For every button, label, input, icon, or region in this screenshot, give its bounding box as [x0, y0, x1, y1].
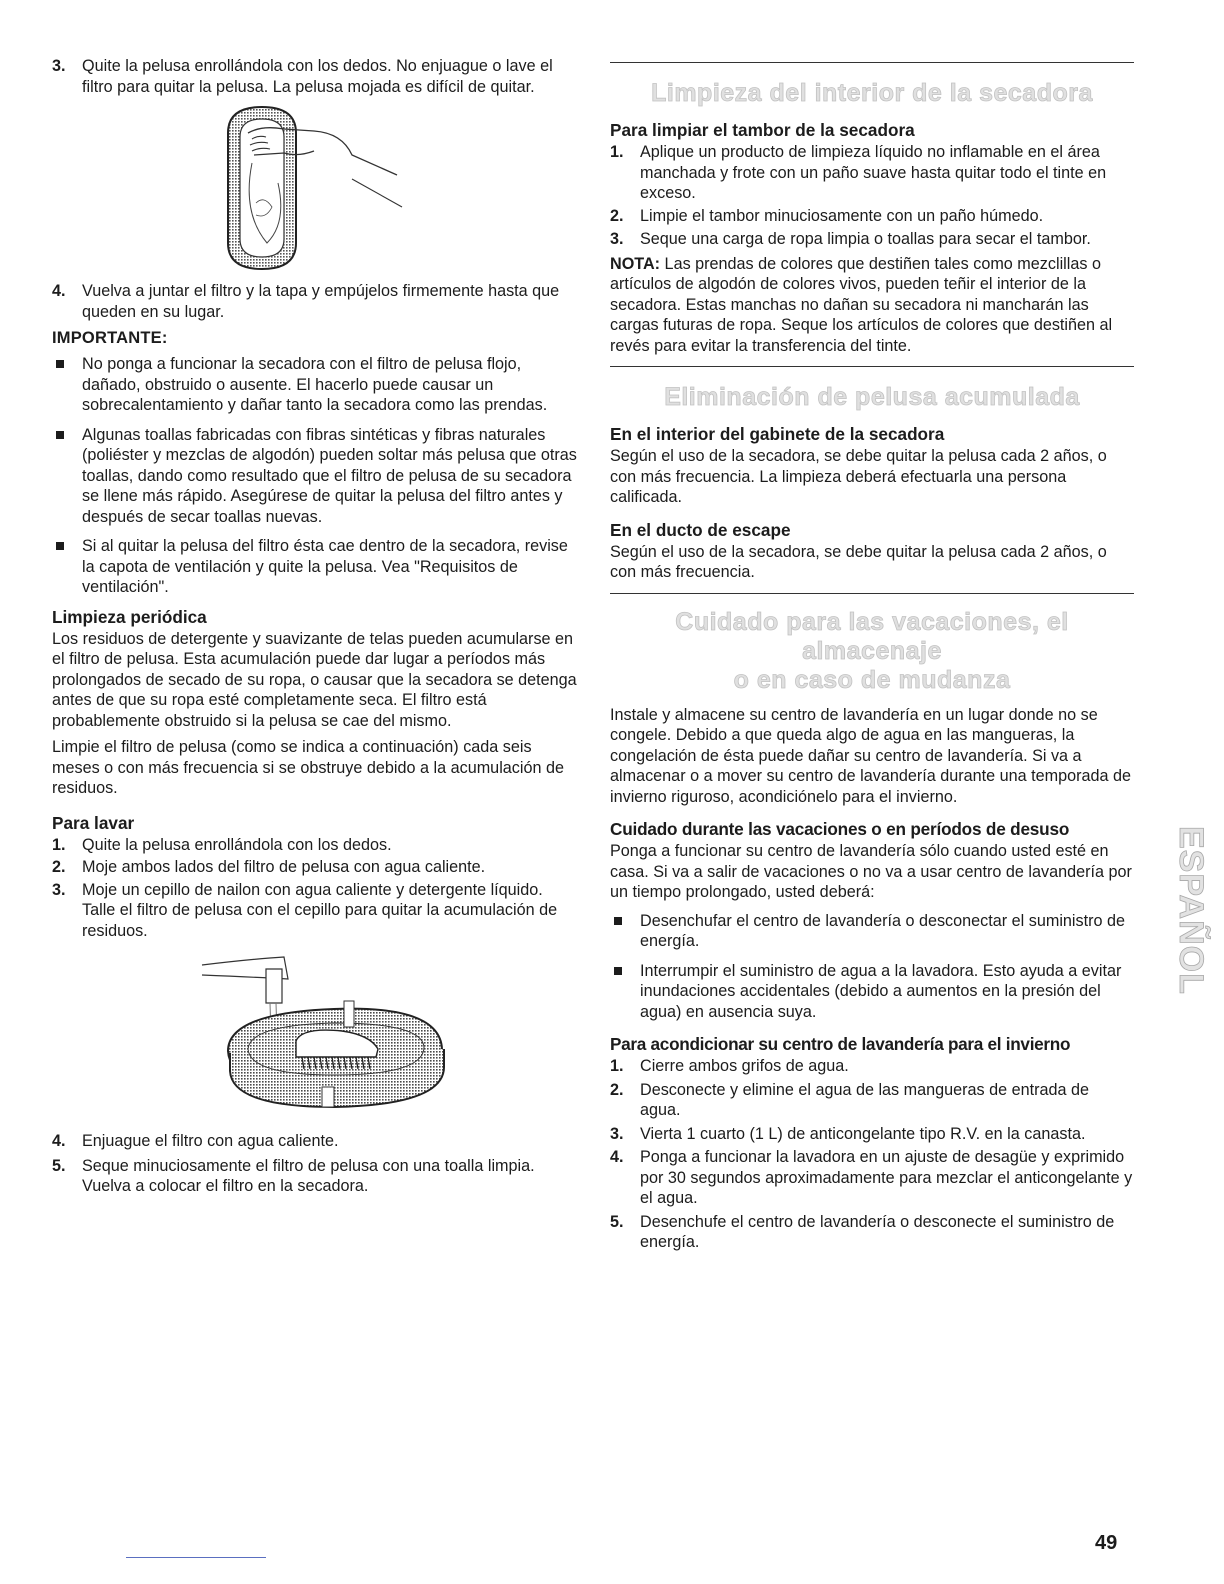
winter-step — [610, 1212, 1134, 1253]
wash-step — [52, 880, 580, 942]
step-number: 3. — [52, 57, 66, 75]
note-label: NOTA: — [610, 254, 661, 273]
note-text: Las prendas de colores que destiñen tales como mezclillas o artículos de algodón de colores vivos, pueden teñir el interior de la secadora. Estas manchas no dañan su secadora ni mancharán las cargas futuras de ropa. Seque los artículos de colores que destiñen al revés para evitar la transferencia del tinte. — [610, 254, 1113, 355]
important-bullet — [52, 425, 580, 528]
step-number: 2. — [610, 1080, 624, 1099]
step-text: Vuelva a juntar el filtro y la tapa y empújelos firmemente hasta que queden en su lugar. — [82, 282, 560, 321]
winter-heading: Para acondicionar su centro de lavandería para el invierno — [610, 1034, 1071, 1054]
vacation-heading: Cuidado durante las vacaciones o en períodos de desuso — [610, 819, 1070, 839]
wash-step — [52, 857, 580, 878]
bullet-square — [56, 542, 64, 550]
title-line-1: Cuidado para las vacaciones, el almacenaje — [675, 607, 1069, 665]
section-divider — [610, 62, 1134, 63]
important-bullet — [52, 354, 580, 416]
step-text: Cierre ambos grifos de agua. — [640, 1057, 849, 1075]
section-divider — [610, 593, 1134, 594]
important-bullet — [52, 536, 580, 598]
section-title-interior-cleaning: Limpieza del interior de la secadora — [651, 79, 1093, 107]
wash-step — [52, 1156, 580, 1197]
bullet-square — [614, 917, 622, 925]
important-label: IMPORTANTE: — [52, 329, 168, 347]
step-text: Seque minuciosamente el filtro de pelusa con una toalla limpia. Vuelva a colocar el filtro en la secadora. — [82, 1156, 535, 1195]
step-text: Desconecte y elimine el agua de las mangueras de entrada de agua. — [640, 1080, 1090, 1119]
step-number: 4. — [52, 282, 66, 300]
drum-step — [610, 229, 1134, 250]
title-line-2: o en caso de mudanza — [733, 665, 1011, 694]
section-divider — [610, 366, 1134, 367]
filter-washing-illustration — [52, 949, 580, 1117]
duct-heading: En el ducto de escape — [610, 519, 791, 540]
winter-step — [610, 1147, 1134, 1209]
drum-heading: Para limpiar el tambor de la secadora — [610, 120, 915, 140]
lint-step-4 — [52, 281, 580, 322]
right-column — [610, 62, 1134, 1259]
cabinet-heading: En el interior del gabinete de la secadora — [610, 424, 945, 444]
step-text: Desenchufe el centro de lavandería o desconecte el suministro de energía. — [640, 1212, 1115, 1251]
care-intro: Instale y almacene su centro de lavandería en un lugar donde no se congele. Debido a que queda algo de agua en las mangueras, la congelación de ésta puede dañar su centro de lavandería. Si va a almacenar o a mover su centro de lavandería durante una temporada de invierno riguroso, acondiciónelo para el invierno. — [610, 705, 1132, 806]
step-text: Moje un cepillo de nailon con agua caliente y detergente líquido. Talle el filtro de pelusa con el cepillo para quitar la acumulación de residuos. — [82, 880, 558, 940]
wash-step — [52, 835, 580, 856]
bullet-text: Algunas toallas fabricadas con fibras sintéticas y fibras naturales (poliéster y mezclas de algodón) pueden soltar más pelusa que otras toallas, dando como resultado que el filtro de pelusa de su secadora se llene más rápido. Asegúrese de quitar la pelusa del filtro antes y después de secar toallas nuevas. — [82, 425, 577, 526]
side-tab-text: ESPAÑOL — [1172, 826, 1210, 995]
bullet-text: Interrumpir el suministro de agua a la lavadora. Esto ayuda a evitar inundaciones accidentales (debido a aumentos en la presión del agua) en ausencia suya. — [640, 961, 1122, 1021]
periodic-paragraph-2: Limpie el filtro de pelusa (como se indica a continuación) cada seis meses o con más frecuencia si se obstruye debido a la acumulación de residuos. — [52, 738, 564, 797]
step-number: 2. — [52, 858, 66, 876]
page-number: 49 — [1095, 1532, 1118, 1554]
section-title-vacation-care — [610, 608, 1134, 695]
periodic-paragraph-1: Los residuos de detergente y suavizante de telas pueden acumularse en el filtro de pelusa. Esta acumulación puede dar lugar a períodos más prolongados de secado de su ropa, o causar que la secadora se detenga antes de que su ropa esté completamente seca. El filtro está probablemente obstruido si la pelusa se cae del mismo. — [52, 629, 577, 730]
vacation-bullet — [610, 911, 1134, 952]
bullet-square — [614, 967, 622, 975]
wash-heading: Para lavar — [52, 812, 135, 833]
bullet-square — [56, 431, 64, 439]
vacation-text: Ponga a funcionar su centro de lavandería sólo cuando usted esté en casa. Si va a salir de vacaciones o no va a usar centro de lavandería por un tiempo prolongado, usted deberá: — [610, 842, 1132, 901]
step-text: Ponga a funcionar la lavadora en un ajuste de desagüe y exprimido por 30 segundos aproximadamente para mezclar el anticongelante y el agua. — [640, 1148, 1133, 1207]
winter-step — [610, 1056, 1134, 1077]
step-text: Enjuague el filtro con agua caliente. — [82, 1132, 339, 1150]
step-number: 4. — [610, 1148, 624, 1166]
step-text: Quite la pelusa enrollándola con los dedos. — [82, 835, 392, 854]
drum-step — [610, 142, 1134, 204]
step-text: Aplique un producto de limpieza líquido no inflamable en el área manchada y frote con un paño suave hasta quitar todo el tinte en exceso. — [640, 143, 1107, 202]
step-number: 1. — [610, 1057, 624, 1075]
step-text: Quite la pelusa enrollándola con los dedos. No enjuague o lave el filtro para quitar la pelusa. La pelusa mojada es difícil de quitar. — [82, 57, 553, 96]
drum-step — [610, 206, 1134, 227]
bullet-text: Si al quitar la pelusa del filtro ésta cae dentro de la secadora, revise la capota de ventilación y quite la pelusa. Vea "Requisitos de ventilación". — [82, 537, 568, 596]
step-number: 1. — [52, 835, 66, 854]
step-number: 3. — [610, 230, 624, 248]
vacation-bullet — [610, 961, 1134, 1023]
step-text: Seque una carga de ropa limpia o toallas para secar el tambor. — [640, 230, 1091, 248]
step-number: 1. — [610, 143, 624, 161]
cabinet-text: Según el uso de la secadora, se debe quitar la pelusa cada 2 años, o con más frecuencia. La limpieza deberá efectuarla una persona calificada. — [610, 447, 1107, 506]
step-number: 5. — [52, 1156, 66, 1175]
wash-step — [52, 1131, 580, 1152]
lint-step-3 — [52, 56, 580, 97]
note-paragraph — [610, 254, 1134, 357]
step-number: 2. — [610, 206, 624, 225]
left-column — [52, 56, 580, 1203]
footer-rule — [126, 1557, 266, 1558]
step-number: 5. — [610, 1212, 624, 1231]
duct-text: Según el uso de la secadora, se debe quitar la pelusa cada 2 años, o con más frecuencia. — [610, 542, 1107, 581]
bullet-text: Desenchufar el centro de lavandería o desconectar el suministro de energía. — [640, 911, 1126, 950]
step-number: 3. — [52, 880, 66, 899]
step-number: 3. — [610, 1124, 624, 1143]
lint-filter-hand-illustration — [52, 103, 580, 273]
bullet-text: No ponga a funcionar la secadora con el filtro de pelusa flojo, dañado, obstruido o ausente. El hacerlo puede causar un sobrecalentamiento y dañar tanto la secadora como las prendas. — [82, 355, 548, 414]
step-text: Moje ambos lados del filtro de pelusa con agua caliente. — [82, 858, 486, 876]
periodic-cleaning-heading: Limpieza periódica — [52, 606, 207, 627]
step-text: Limpie el tambor minuciosamente con un paño húmedo. — [640, 206, 1044, 225]
winter-step — [610, 1124, 1134, 1145]
step-number: 4. — [52, 1132, 66, 1150]
bullet-square — [56, 360, 64, 368]
section-title-lint-removal: Eliminación de pelusa acumulada — [664, 383, 1080, 411]
language-side-tab — [1150, 818, 1210, 1040]
winter-step — [610, 1080, 1134, 1121]
step-text: Vierta 1 cuarto (1 L) de anticongelante tipo R.V. en la canasta. — [640, 1124, 1086, 1143]
